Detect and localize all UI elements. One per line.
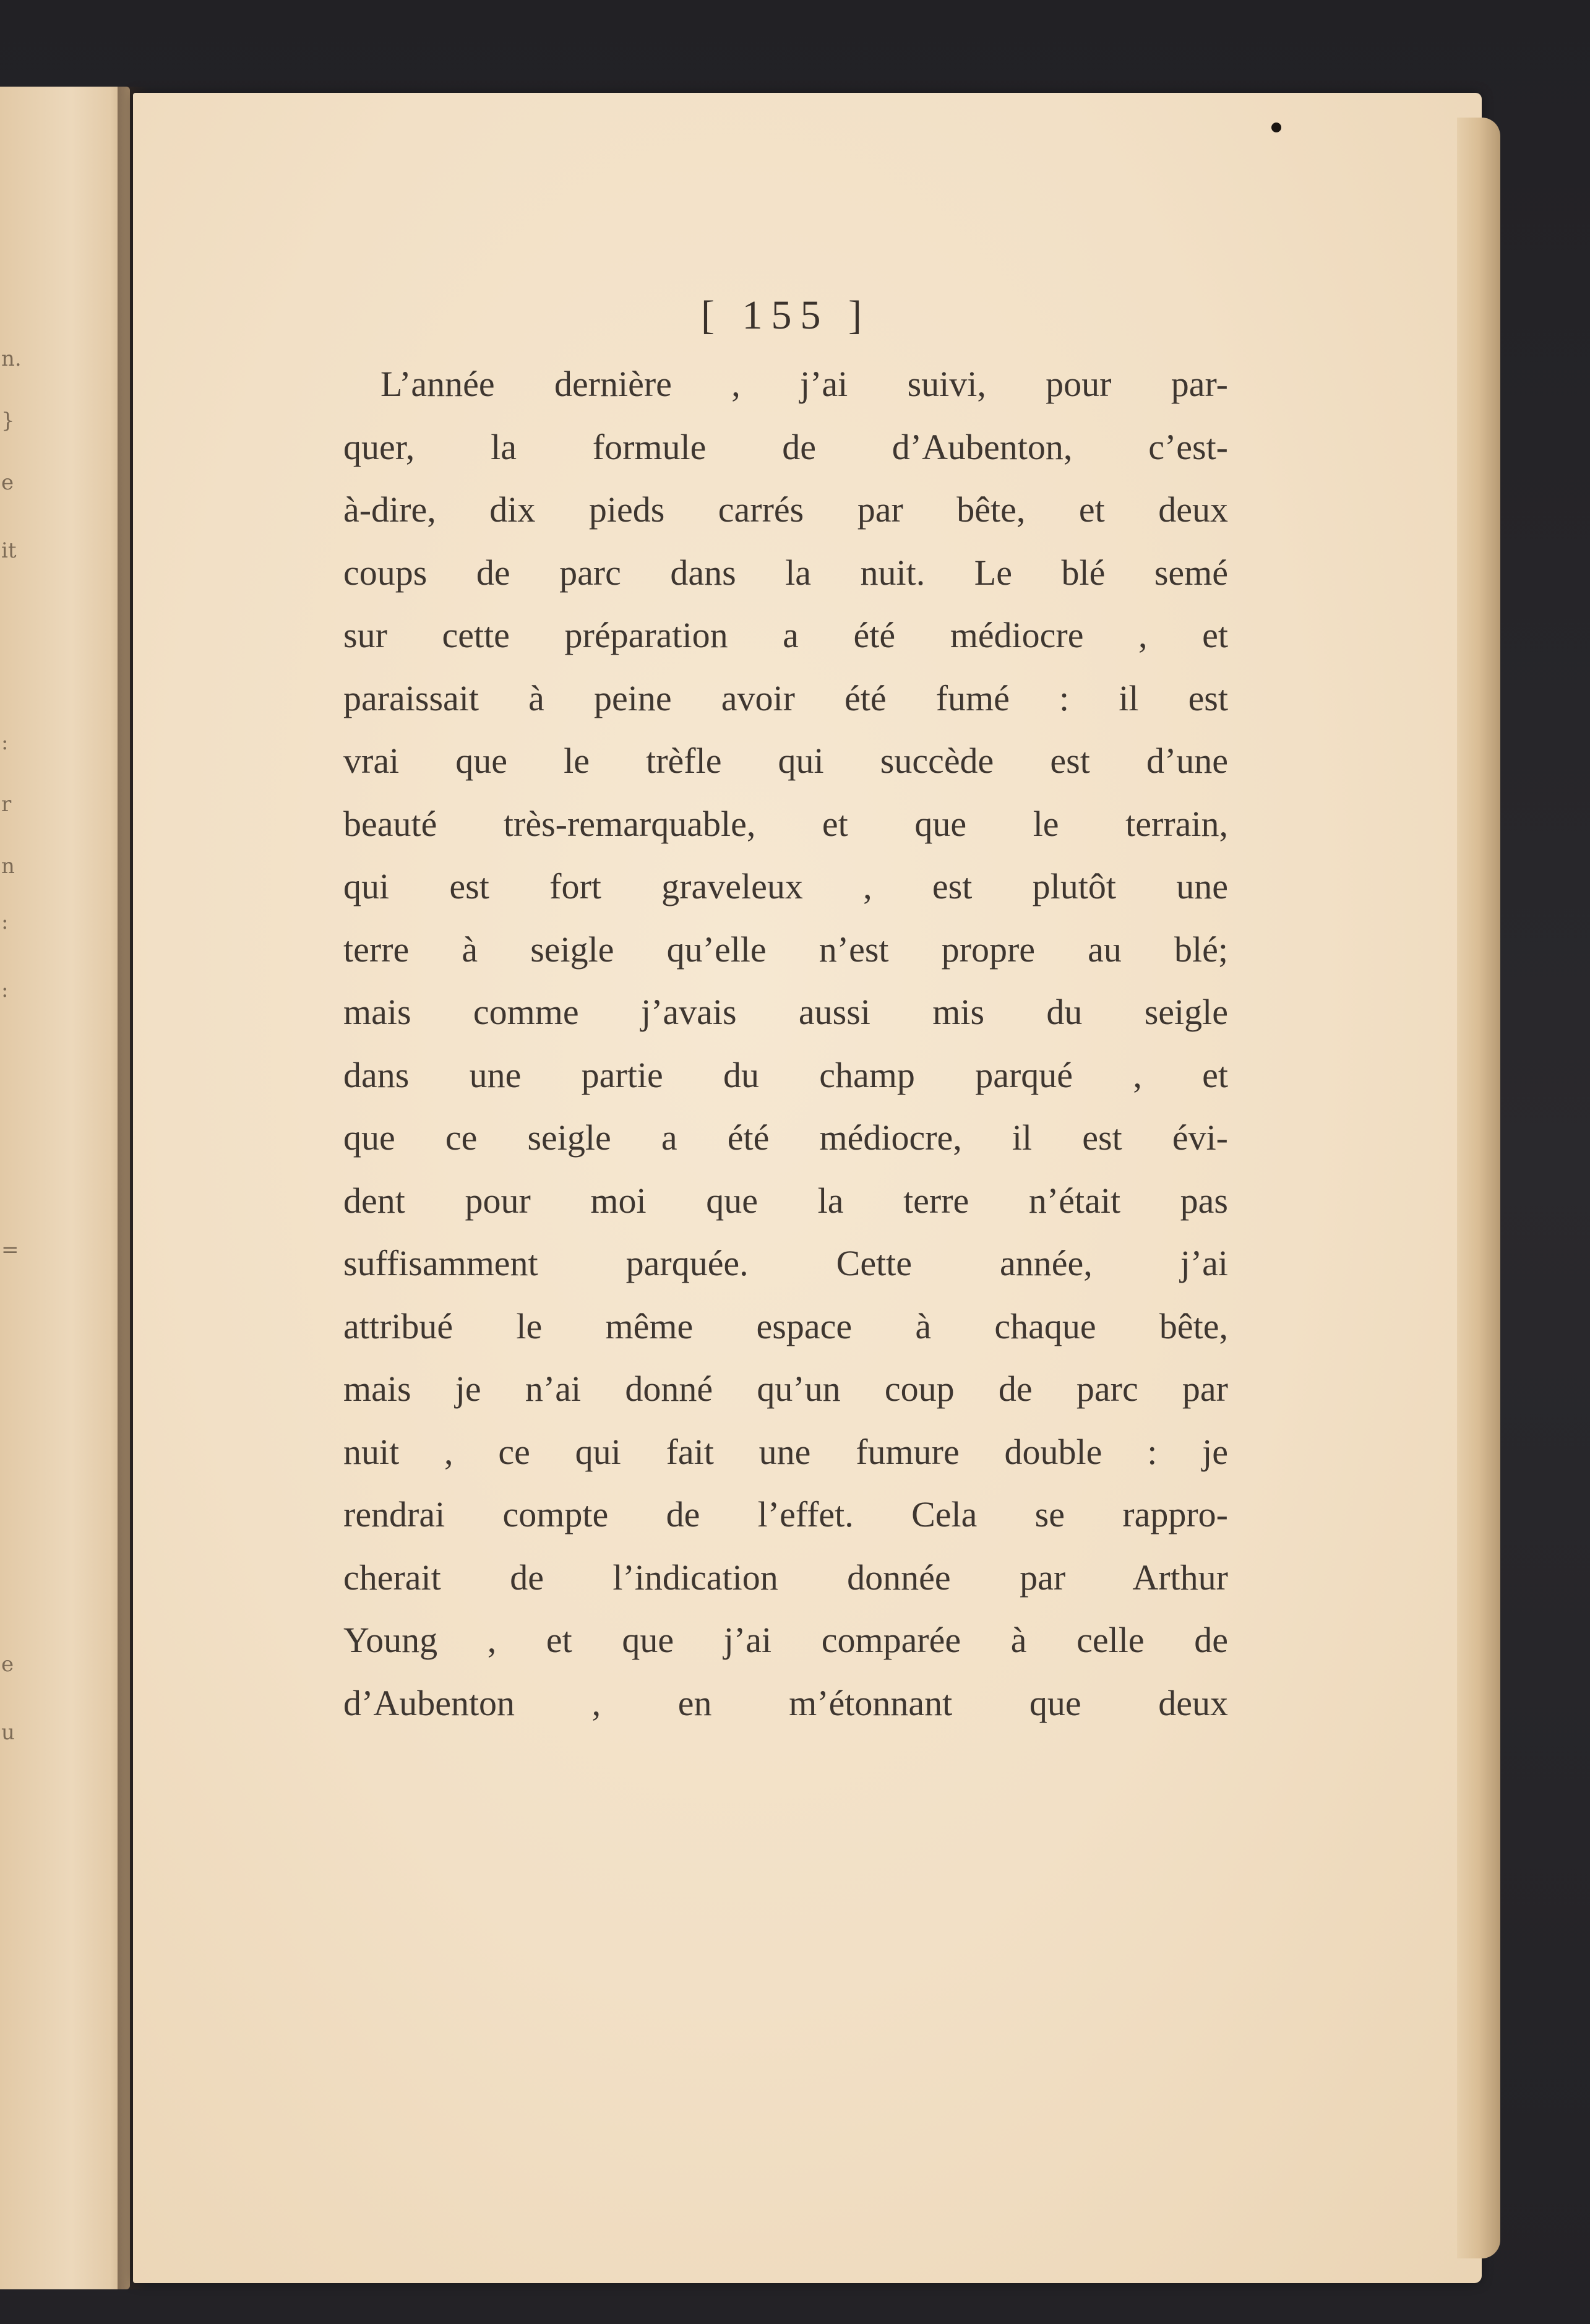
margin-mark: } <box>1 408 15 433</box>
page-fore-edge <box>1457 118 1500 2258</box>
margin-mark: n <box>1 854 15 879</box>
text-line: mais comme j’avais aussi mis du seigle <box>343 992 1228 1032</box>
text-line: Young , et que j’ai comparée à celle de <box>343 1620 1228 1660</box>
margin-mark: e <box>1 1652 14 1677</box>
text-line: sur cette préparation a été médiocre , et <box>343 615 1228 655</box>
text-line: mais je n’ai donné qu’un coup de parc par <box>343 1369 1228 1409</box>
text-line: terre à seigle qu’elle n’est propre au blé; <box>343 929 1228 970</box>
left-facing-page <box>0 87 130 2289</box>
text-line: à-dire, dix pieds carrés par bête, et deux <box>343 489 1228 530</box>
text-line: nuit , ce qui fait une fumure double : je <box>343 1431 1228 1472</box>
page-text-block <box>343 278 1228 1734</box>
margin-mark: it <box>1 538 17 563</box>
text-line: d’Aubenton , en m’étonnant que deux <box>343 1682 1228 1723</box>
page-number-header: [ 155 ] <box>701 293 870 338</box>
text-line: qui est fort graveleux , est plutôt une <box>343 866 1228 906</box>
margin-mark: r <box>1 792 12 817</box>
left-page-margin-text <box>0 87 25 2289</box>
text-line: dent pour moi que la terre n’était pas <box>343 1180 1228 1221</box>
text-line: paraissait à peine avoir été fumé : il est <box>343 678 1228 718</box>
text-line: quer, la formule de d’Aubenton, c’est- <box>343 426 1228 467</box>
margin-mark: u <box>1 1720 15 1745</box>
text-line: attribué le même espace à chaque bête, <box>343 1306 1228 1346</box>
margin-mark: : <box>1 910 9 934</box>
ink-spot <box>1271 123 1281 132</box>
text-line: suffisamment parquée. Cette année, j’ai <box>343 1243 1228 1283</box>
right-page <box>133 93 1482 2283</box>
text-line: vrai que le trèfle qui succède est d’une <box>343 741 1228 781</box>
text-line: que ce seigle a été médiocre, il est évi- <box>343 1117 1228 1158</box>
text-line: cherait de l’indication donnée par Arthur <box>343 1557 1228 1598</box>
text-line: L’année dernière , j’ai suivi, pour par- <box>380 364 1228 404</box>
margin-mark: n. <box>1 346 22 371</box>
text-line: rendrai compte de l’effet. Cela se rappro- <box>343 1494 1228 1534</box>
margin-mark: = <box>1 1237 19 1262</box>
text-line: coups de parc dans la nuit. Le blé semé <box>343 552 1228 593</box>
margin-mark: : <box>1 978 9 1002</box>
margin-mark: e <box>1 470 14 495</box>
text-line: dans une partie du champ parqué , et <box>343 1054 1228 1095</box>
margin-mark: : <box>1 730 9 755</box>
text-line: beauté très-remarquable, et que le terrain, <box>343 803 1228 844</box>
